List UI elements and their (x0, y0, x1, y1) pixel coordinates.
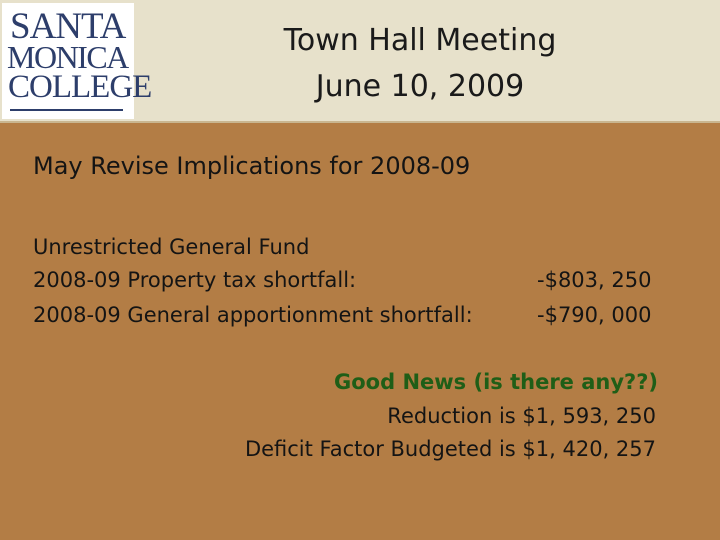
row-value: -$790, 000 (537, 303, 652, 327)
college-logo (2, 3, 152, 119)
title-line-2: June 10, 2009 (315, 69, 525, 104)
good-news-heading: Good News (is there any??) (334, 370, 658, 394)
reduction-line: Reduction is $1, 593, 250 (387, 404, 656, 428)
row-value: -$803, 250 (537, 268, 652, 292)
deficit-line: Deficit Factor Budgeted is $1, 420, 257 (244, 437, 656, 461)
logo-line-1: SANTA (10, 6, 126, 47)
logo-underline (10, 109, 123, 111)
title-line-1: Town Hall Meeting (283, 23, 557, 58)
section-subtitle: May Revise Implications for 2008-09 (33, 152, 471, 180)
slide-title (200, 18, 640, 110)
fund-heading: Unrestricted General Fund (33, 235, 310, 259)
row-label: 2008-09 Property tax shortfall: (33, 268, 357, 292)
row-label: 2008-09 General apportionment shortfall: (33, 303, 473, 327)
logo-line-3: COLLEGE (8, 69, 152, 105)
logo-line-2: MONICA (7, 39, 128, 75)
header-band (0, 0, 720, 123)
